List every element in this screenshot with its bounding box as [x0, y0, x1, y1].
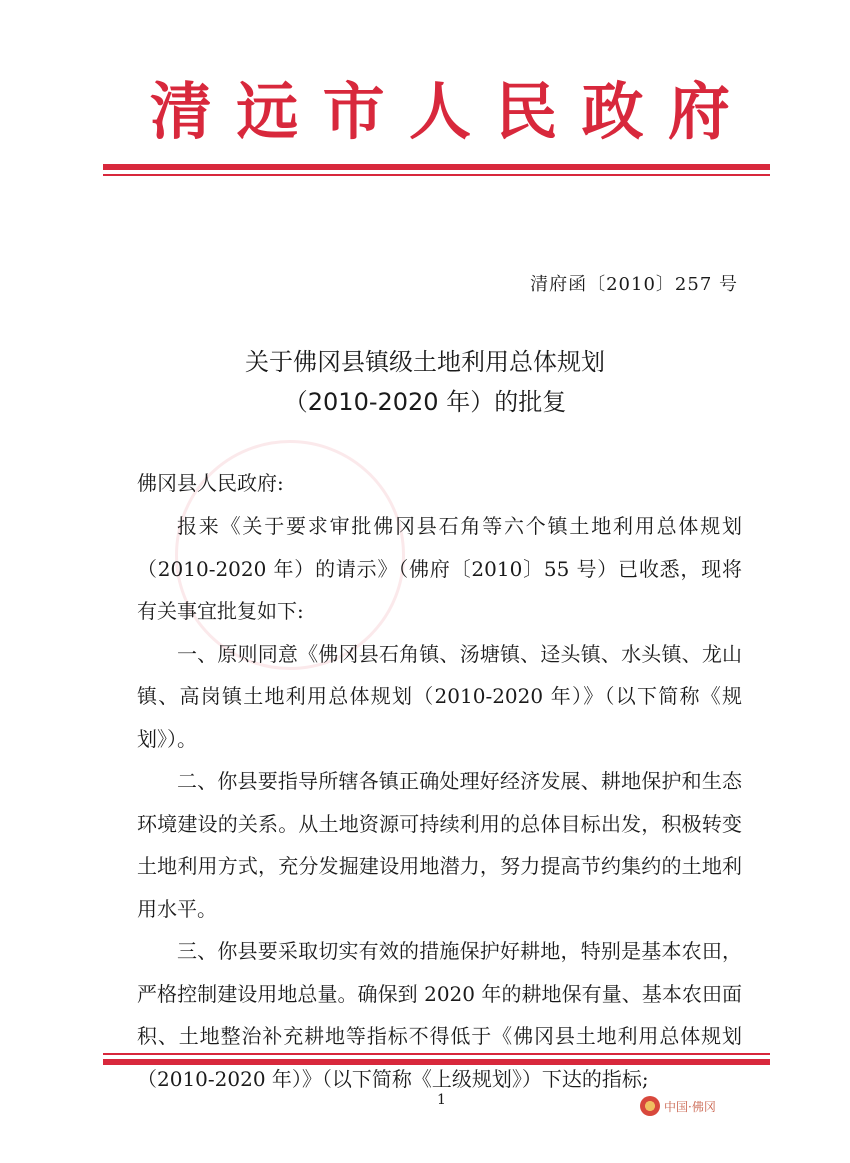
header-char: 府	[667, 75, 730, 148]
header-char: 人	[408, 75, 471, 148]
footer-logo	[640, 1096, 716, 1116]
issuing-authority-header	[150, 72, 730, 152]
national-emblem-icon	[640, 1096, 660, 1116]
footer-red-rule-thick	[103, 1059, 770, 1065]
body-paragraph: 三、你县要采取切实有效的措施保护好耕地，特别是基本农田，严格控制建设用地总量。确保到 2020 年的耕地保有量、基本农田面积、土地整治补充耕地等指标不得低于《佛冈县土地利用总体规划（2010-2020 年）》（以下简称《上级规划》）下达的指标;	[137, 939, 742, 1091]
header-char: 政	[581, 75, 644, 148]
body-paragraph: 报来《关于要求审批佛冈县石角等六个镇土地利用总体规划（2010-2020 年）的请示》（佛府〔2010〕55 号）已收悉，现将有关事宜批复如下:	[137, 514, 742, 623]
body-paragraph: 一、原则同意《佛冈县石角镇、汤塘镇、迳头镇、水头镇、龙山镇、高岗镇土地利用总体规划（2010-2020 年）》（以下简称《规划》）。	[137, 641, 742, 751]
footer-red-rule-thin	[103, 1053, 770, 1055]
document-title-line-2: （2010-2020 年）的批复	[283, 388, 567, 416]
header-red-rule-thin	[103, 174, 770, 176]
header-char: 民	[495, 75, 558, 148]
addressee: 佛冈县人民政府:	[137, 471, 284, 495]
document-title-line-1: 关于佛冈县镇级土地利用总体规划	[245, 348, 605, 376]
header-char: 市	[322, 75, 385, 148]
header-char: 远	[236, 75, 299, 148]
header-char: 清	[150, 75, 213, 148]
body-paragraph: 二、你县要指导所辖各镇正确处理好经济发展、耕地保护和生态环境建设的关系。从土地资源可持续利用的总体目标出发，积极转变土地利用方式，充分发掘建设用地潜力，努力提高节约集约的土地利用水平。	[137, 769, 742, 921]
document-number: 清府函〔2010〕257 号	[530, 274, 738, 295]
header-red-rule-thick	[103, 164, 770, 170]
document-body	[137, 505, 742, 1100]
page-number: 1	[437, 1092, 446, 1108]
footer-logo-text: 中国·佛冈	[664, 1099, 716, 1114]
